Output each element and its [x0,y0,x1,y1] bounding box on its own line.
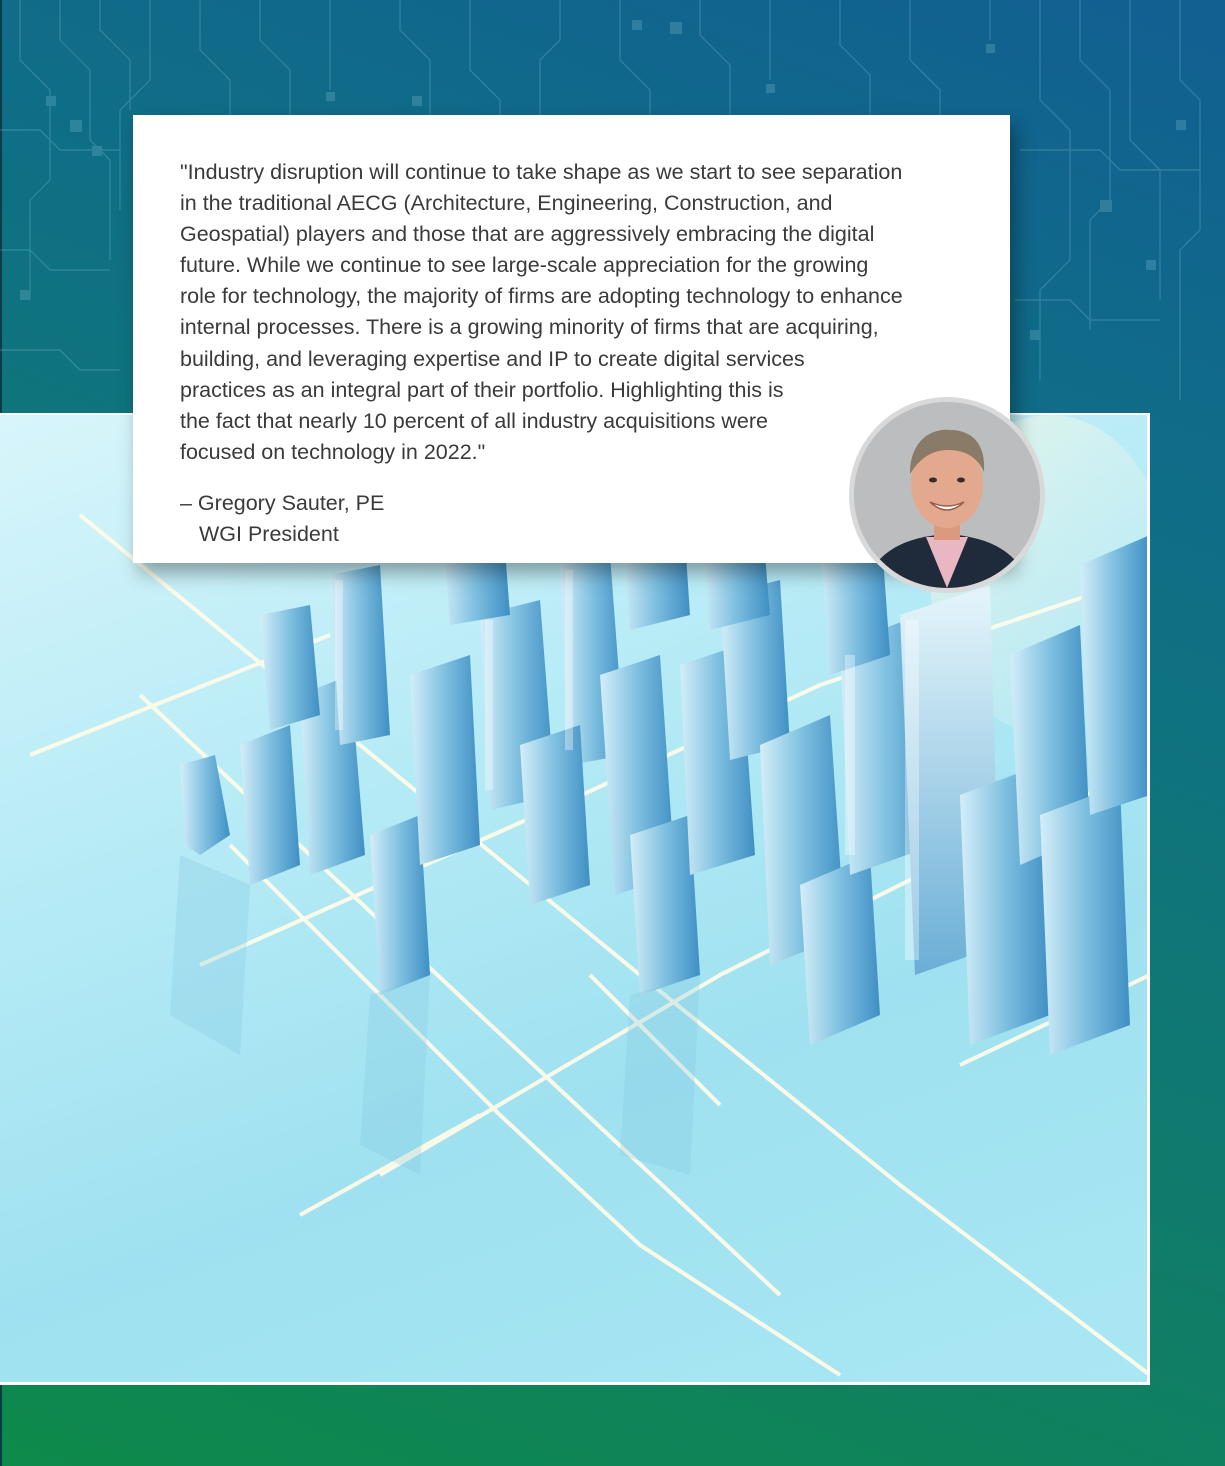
quote-line: Geospatial) players and those that are aggressively embracing the digital [180,222,875,247]
author-title: WGI President [199,522,339,546]
quote-line: the fact that nearly 10 percent of all industry acquisitions were [180,408,768,433]
author-name: – Gregory Sauter, PE [180,491,385,515]
quote-line: focused on technology in 2022." [180,439,486,464]
quote-line: building, and leveraging expertise and IP to create digital services [180,346,805,371]
person-photo-icon [849,397,1045,593]
quote-line: future. While we continue to see large-scale appreciation for the growing [180,253,869,278]
quote-line: in the traditional AECG (Architecture, Engineering, Construction, and [180,191,833,216]
quote-line: "Industry disruption will continue to take shape as we start to see separation [180,160,903,184]
quote-line: practices as an integral part of their portfolio. Highlighting this is [180,377,784,402]
quote-attribution [180,488,384,550]
quote-line: internal processes. There is a growing minority of firms that are acquiring, [180,315,879,340]
quote-line: role for technology, the majority of firms are adopting technology to enhance [180,284,903,309]
quote-text [180,157,980,468]
